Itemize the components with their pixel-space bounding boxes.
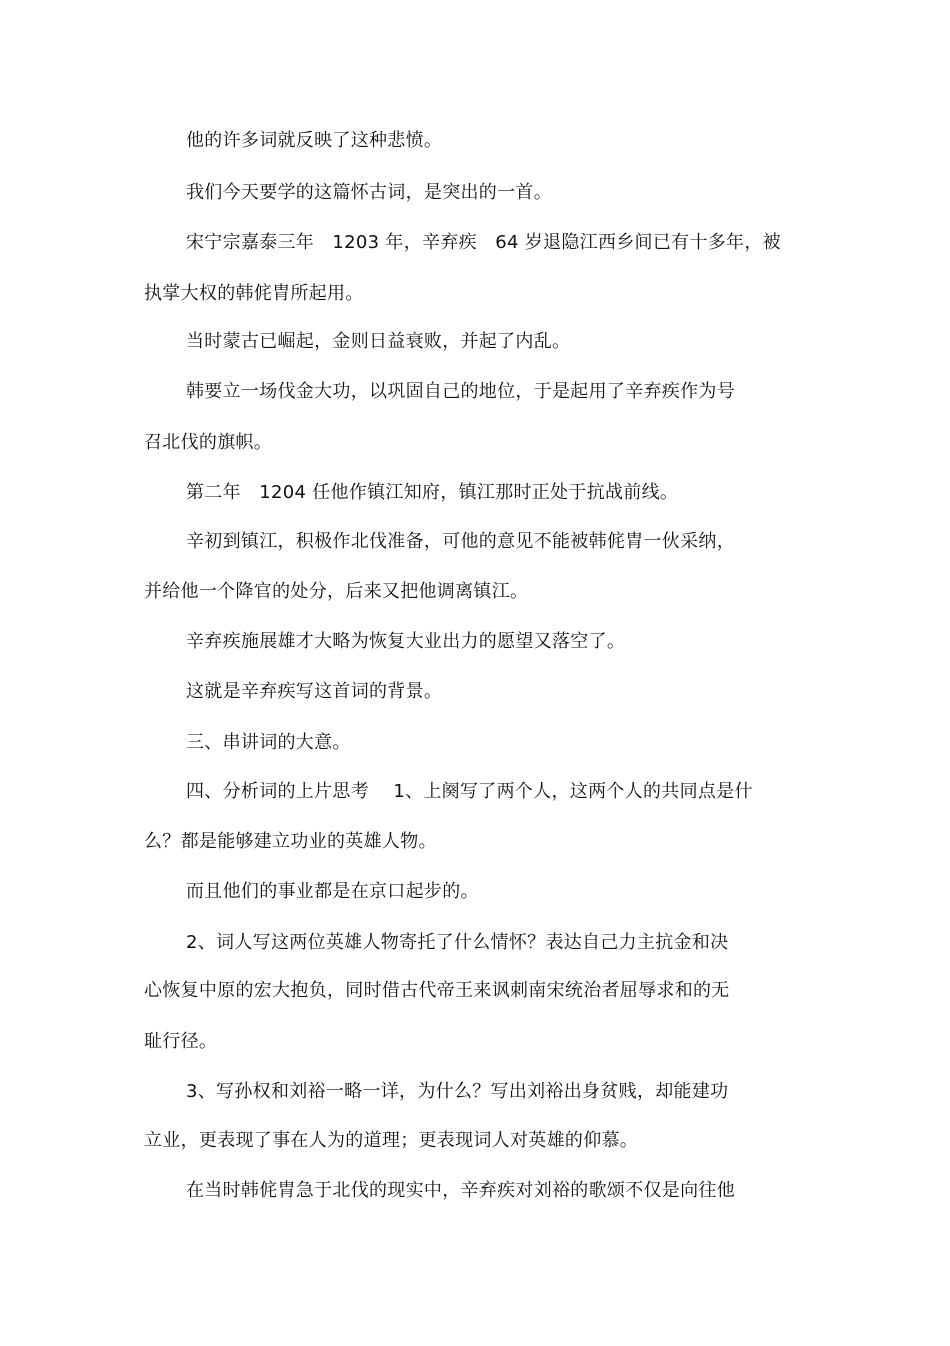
text-line: 当时蒙古已崛起，金则日益衰败，并起了内乱。 [186,331,571,352]
text-line: 而且他们的事业都是在京口起步的。 [186,881,479,902]
text-line: 立业，更表现了事在人为的道理；更表现词人对英雄的仰慕。 [144,1130,639,1151]
text-line: 耻行径。 [144,1031,218,1052]
text-line: 召北伐的旗帜。 [144,432,273,453]
text-line: 韩要立一场伐金大功，以巩固自己的地位，于是起用了辛弃疾作为号 [186,381,735,402]
text-line: 宋宁宗嘉泰三年 1203 年，辛弃疾 64 岁退隐江西乡间已有十多年，被 [186,232,781,253]
text-line: 我们今天要学的这篇怀古词，是突出的一首。 [186,182,552,203]
text-line: 3、写孙权和刘裕一略一详，为什么？写出刘裕出身贫贱，却能建功 [186,1081,729,1102]
text-line: 四、分析词的上片思考 1、上阕写了两个人，这两个人的共同点是什 [186,781,753,802]
text-line: 2、词人写这两位英雄人物寄托了什么情怀？表达自己力主抗金和决 [186,932,729,953]
text-line: 么？都是能够建立功业的英雄人物。 [144,831,437,852]
text-line: 在当时韩侂胄急于北伐的现实中，辛弃疾对刘裕的歌颂不仅是向往他 [186,1180,735,1201]
text-line: 辛弃疾施展雄才大略为恢复大业出力的愿望又落空了。 [186,631,626,652]
text-line: 第二年 1204 任他作镇江知府，镇江那时正处于抗战前线。 [186,482,679,503]
text-line: 三、串讲词的大意。 [186,732,351,753]
text-line: 辛初到镇江，积极作北伐准备，可他的意见不能被韩侂胄一伙采纳， [186,531,735,552]
text-line: 执掌大权的韩侂胄所起用。 [144,283,364,304]
text-line: 心恢复中原的宏大抱负，同时借古代帝王来讽刺南宋统治者屈辱求和的无 [144,980,730,1001]
text-line: 他的许多词就反映了这种悲愤。 [186,130,443,151]
text-line: 这就是辛弃疾写这首词的背景。 [186,681,443,702]
text-line: 并给他一个降官的处分，后来又把他调离镇江。 [144,581,529,602]
